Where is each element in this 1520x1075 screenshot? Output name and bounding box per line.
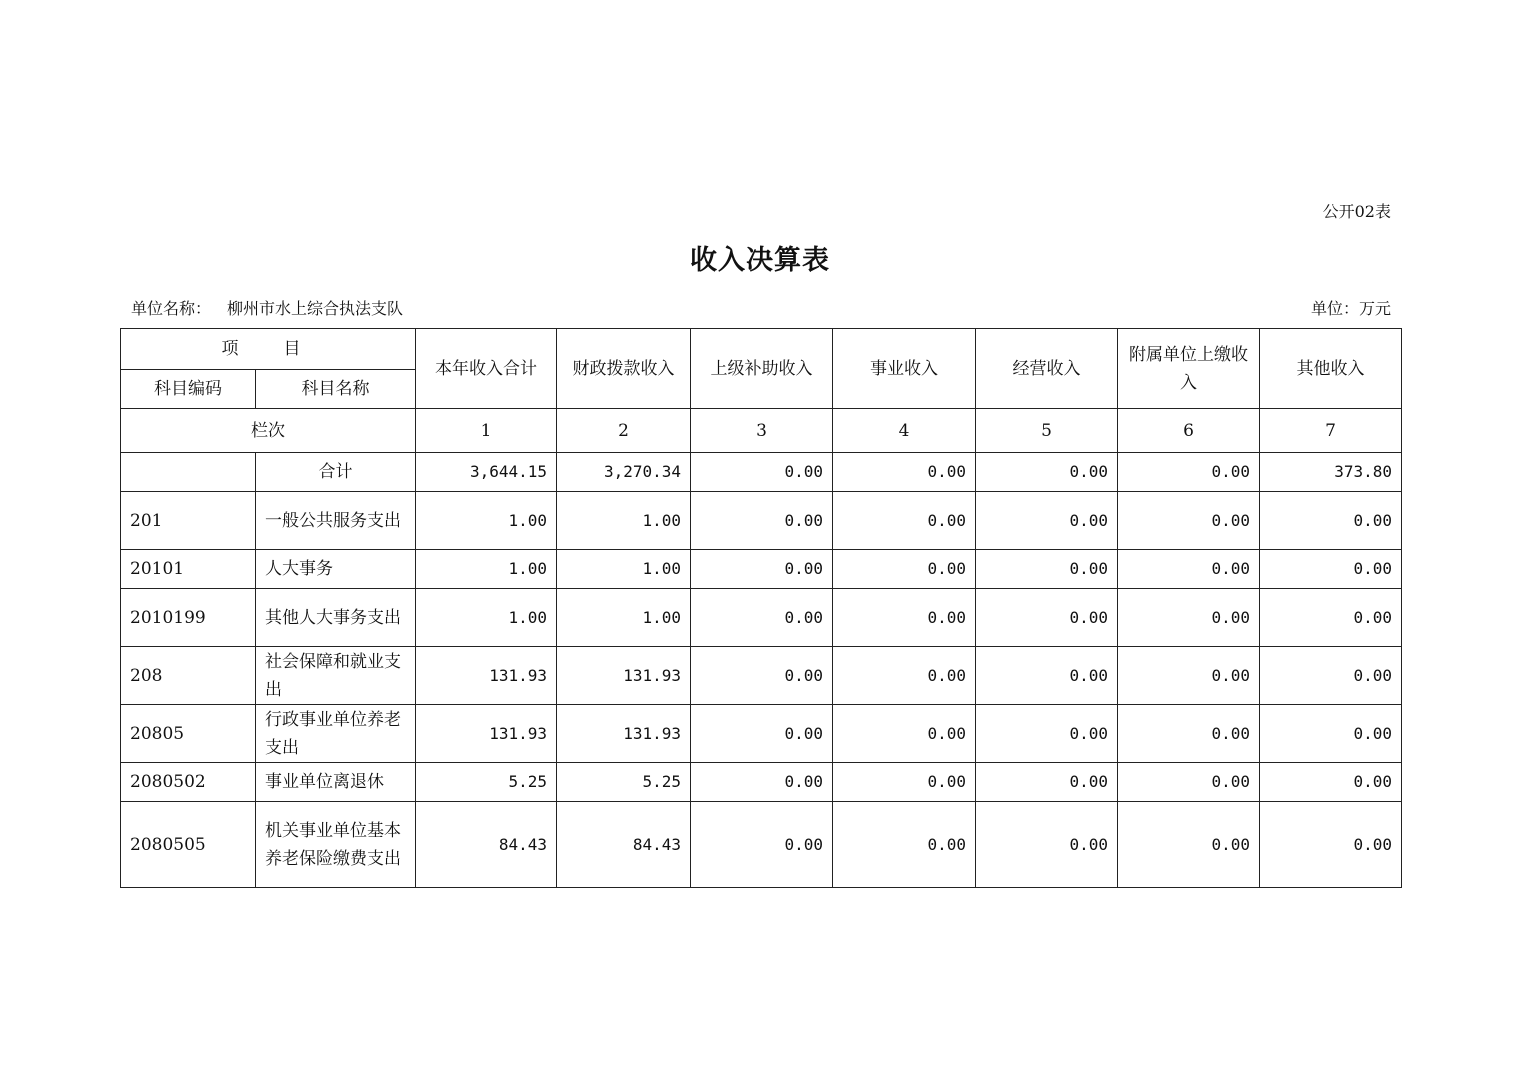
- value-cell: 0.00: [1118, 589, 1260, 647]
- total-value-2: 3,270.34: [557, 453, 691, 492]
- value-cell: 0.00: [1260, 550, 1402, 589]
- value-cell: 0.00: [976, 763, 1118, 802]
- subject-code: 2010199: [121, 589, 256, 647]
- subject-code: 20101: [121, 550, 256, 589]
- value-cell: 0.00: [833, 589, 976, 647]
- value-cell: 0.00: [976, 492, 1118, 550]
- value-cell: 0.00: [833, 763, 976, 802]
- row-index-5: 5: [976, 409, 1118, 453]
- value-cell: 0.00: [1118, 802, 1260, 888]
- value-cell: 5.25: [416, 763, 557, 802]
- value-cell: 0.00: [1118, 492, 1260, 550]
- subject-code: 208: [121, 647, 256, 705]
- value-cell: 131.93: [557, 705, 691, 763]
- row-index-label: 栏次: [121, 409, 416, 453]
- value-cell: 0.00: [833, 550, 976, 589]
- value-cell: 0.00: [1118, 763, 1260, 802]
- table-row: [121, 550, 1402, 589]
- table-row: [121, 763, 1402, 802]
- total-value-3: 0.00: [691, 453, 833, 492]
- table-row: [121, 492, 1402, 550]
- value-cell: 0.00: [691, 492, 833, 550]
- row-index-2: 2: [557, 409, 691, 453]
- total-value-7: 373.80: [1260, 453, 1402, 492]
- header-col-3: 上级补助收入: [691, 329, 833, 409]
- total-value-6: 0.00: [1118, 453, 1260, 492]
- unit-name-value: 柳州市水上综合执法支队: [227, 299, 404, 318]
- header-col-7: 其他收入: [1260, 329, 1402, 409]
- subject-name: 其他人大事务支出: [256, 589, 416, 647]
- subject-name: 机关事业单位基本养老保险缴费支出: [256, 802, 416, 888]
- header-col-5: 经营收入: [976, 329, 1118, 409]
- value-cell: 5.25: [557, 763, 691, 802]
- subject-name: 社会保障和就业支出: [256, 647, 416, 705]
- value-cell: 0.00: [691, 802, 833, 888]
- value-cell: 0.00: [691, 589, 833, 647]
- value-cell: 1.00: [416, 492, 557, 550]
- value-cell: 0.00: [691, 647, 833, 705]
- header-col-2: 财政拨款收入: [557, 329, 691, 409]
- total-row: [121, 453, 1402, 492]
- row-index-6: 6: [1118, 409, 1260, 453]
- row-index-4: 4: [833, 409, 976, 453]
- total-value-1: 3,644.15: [416, 453, 557, 492]
- row-index-7: 7: [1260, 409, 1402, 453]
- table-row: [121, 647, 1402, 705]
- table-row: [121, 705, 1402, 763]
- total-value-4: 0.00: [833, 453, 976, 492]
- form-number: 公开02表: [1322, 202, 1391, 221]
- value-cell: 131.93: [416, 647, 557, 705]
- value-cell: 0.00: [976, 589, 1118, 647]
- value-cell: 0.00: [833, 647, 976, 705]
- value-cell: 0.00: [1118, 705, 1260, 763]
- row-index-3: 3: [691, 409, 833, 453]
- value-cell: 0.00: [691, 763, 833, 802]
- value-cell: 0.00: [833, 802, 976, 888]
- value-cell: 0.00: [1118, 647, 1260, 705]
- row-index-1: 1: [416, 409, 557, 453]
- value-cell: 0.00: [691, 550, 833, 589]
- subject-code: 20805: [121, 705, 256, 763]
- total-code-cell: [121, 453, 256, 492]
- header-item: 项 目: [121, 329, 416, 370]
- total-label: 合计: [256, 453, 416, 492]
- subject-name: 人大事务: [256, 550, 416, 589]
- value-cell: 0.00: [1260, 763, 1402, 802]
- value-cell: 1.00: [416, 589, 557, 647]
- header-name: 科目名称: [256, 370, 416, 409]
- value-cell: 0.00: [833, 492, 976, 550]
- value-cell: 131.93: [416, 705, 557, 763]
- value-cell: 84.43: [416, 802, 557, 888]
- value-cell: 84.43: [557, 802, 691, 888]
- header-col-6: 附属单位上缴收入: [1118, 329, 1260, 409]
- income-table: [120, 328, 1402, 888]
- header-col-1: 本年收入合计: [416, 329, 557, 409]
- subject-code: 2080502: [121, 763, 256, 802]
- value-cell: 0.00: [1260, 589, 1402, 647]
- value-cell: 1.00: [416, 550, 557, 589]
- value-cell: 0.00: [976, 705, 1118, 763]
- subject-code: 2080505: [121, 802, 256, 888]
- value-cell: 0.00: [976, 550, 1118, 589]
- table-row: [121, 802, 1402, 888]
- subject-code: 201: [121, 492, 256, 550]
- subject-name: 行政事业单位养老支出: [256, 705, 416, 763]
- value-cell: 0.00: [1260, 492, 1402, 550]
- value-cell: 131.93: [557, 647, 691, 705]
- table-row: [121, 589, 1402, 647]
- value-cell: 1.00: [557, 492, 691, 550]
- value-cell: 0.00: [1260, 705, 1402, 763]
- value-cell: 0.00: [976, 647, 1118, 705]
- value-cell: 1.00: [557, 589, 691, 647]
- subject-name: 一般公共服务支出: [256, 492, 416, 550]
- currency-unit: 单位：万元: [1310, 299, 1391, 318]
- value-cell: 1.00: [557, 550, 691, 589]
- value-cell: 0.00: [833, 705, 976, 763]
- total-value-5: 0.00: [976, 453, 1118, 492]
- header-code: 科目编码: [121, 370, 256, 409]
- value-cell: 0.00: [1118, 550, 1260, 589]
- header-col-4: 事业收入: [833, 329, 976, 409]
- value-cell: 0.00: [976, 802, 1118, 888]
- page-title: 收入决算表: [690, 245, 830, 276]
- unit-name-label: 单位名称：: [131, 299, 212, 318]
- unit-name-line: [131, 296, 403, 319]
- value-cell: 0.00: [1260, 802, 1402, 888]
- value-cell: 0.00: [691, 705, 833, 763]
- subject-name: 事业单位离退休: [256, 763, 416, 802]
- value-cell: 0.00: [1260, 647, 1402, 705]
